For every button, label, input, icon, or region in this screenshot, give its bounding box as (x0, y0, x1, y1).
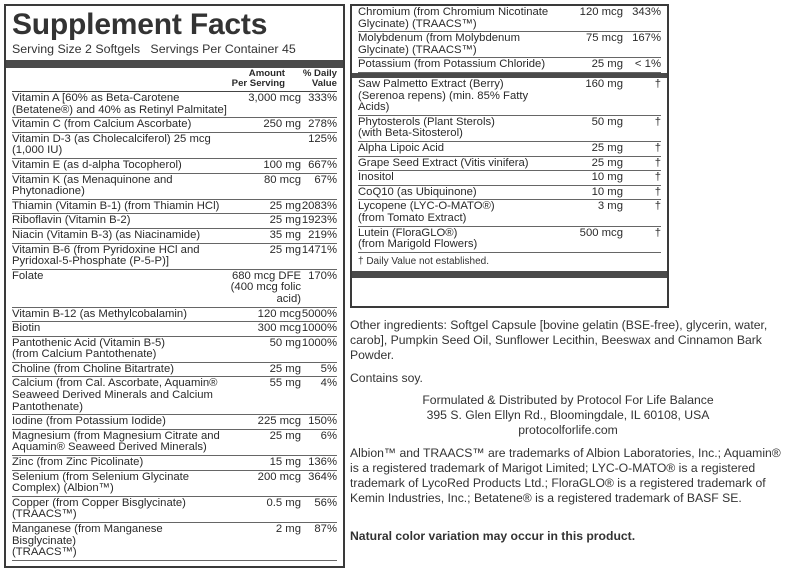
nutrient-amount: 50 mg (591, 115, 623, 128)
nutrient-daily-value: 278% (308, 118, 337, 131)
nutrient-amount: 25 mg (269, 243, 301, 256)
nutrient-row (12, 92, 337, 118)
nutrient-row (358, 32, 661, 58)
nutrient-amount: 25 mg (591, 156, 623, 169)
supplement-facts-panel (4, 4, 345, 568)
nutrient-daily-value: † (654, 141, 661, 154)
distributor-website[interactable]: protocolforlife.com (518, 423, 618, 437)
nutrient-row (12, 377, 337, 415)
nutrient-name: Inositol (358, 171, 394, 184)
nutrient-name: Vitamin K (as Menaquinone and Phytonadione) (12, 173, 173, 198)
nutrient-name: Potassium (from Potassium Chloride) (358, 58, 546, 71)
supplement-facts-continued (350, 4, 669, 308)
nutrient-row (12, 270, 337, 308)
column-header (12, 68, 337, 92)
nutrient-list (12, 92, 337, 561)
nutrient-name: Copper (from Copper Bisglycinate) (TRAACS™) (12, 496, 186, 521)
nutrient-amount: 25 mg (269, 199, 301, 212)
nutrient-amount: 25 mg (591, 58, 623, 71)
nutrient-amount: 200 mcg (257, 470, 301, 483)
nutrient-amount: 2 mg (275, 523, 301, 535)
nutrient-name: Vitamin A [60% as Beta-Carotene (Betatene®) and 40% as Retinyl Palmitate] (12, 92, 227, 116)
mineral-list (358, 6, 661, 73)
nutrient-amount: 80 mcg (263, 173, 301, 186)
nutrient-row (12, 415, 337, 430)
nutrient-name: CoQ10 (as Ubiquinone) (358, 185, 477, 198)
nutrient-daily-value: 150% (308, 415, 337, 428)
nutrient-daily-value: 1000% (301, 322, 337, 335)
nutrient-amount: 75 mcg (585, 32, 623, 45)
nutrient-row (358, 227, 661, 253)
serving-info: Serving Size 2 Softgels Servings Per Container 45 (12, 42, 296, 56)
nutrient-amount: 225 mcg (257, 415, 301, 428)
nutrient-name: Folate (12, 269, 44, 282)
nutrient-daily-value: 125% (308, 132, 337, 145)
nutrient-daily-value: 5% (320, 362, 337, 375)
nutrient-daily-value: † (654, 115, 661, 128)
nutrient-row (12, 497, 337, 523)
nutrient-amount: 25 mg (269, 429, 301, 442)
nutrient-daily-value: 364% (308, 470, 337, 483)
nutrient-amount: 500 mcg (579, 226, 623, 239)
nutrient-row (358, 6, 661, 32)
nutrient-amount: 0.5 mg (266, 496, 301, 509)
nutrient-amount: 120 mcg (257, 307, 301, 320)
nutrient-row (12, 363, 337, 378)
nutrient-amount: 680 mcg DFE (400 mcg folic acid) (230, 269, 301, 305)
nutrient-amount: 25 mg (591, 141, 623, 154)
distributor-name: Formulated & Distributed by Protocol For Life Balance (422, 393, 714, 407)
nutrient-row (12, 174, 337, 200)
nutrient-amount: 25 mg (269, 214, 301, 227)
allergen-statement: Contains soy. (350, 371, 423, 385)
nutrient-name: Biotin (12, 322, 41, 335)
nutrient-amount: 25 mg (269, 362, 301, 375)
nutrient-name: Vitamin B-6 (from Pyridoxine HCl and Pyridoxal-5-Phosphate (P-5-P)] (12, 243, 200, 268)
nutrient-daily-value: 2083% (301, 199, 337, 212)
amount-header: Amount Per Serving (231, 68, 285, 89)
nutrient-amount: 250 mg (263, 118, 301, 131)
nutrient-name: Phytosterols (Plant Sterols) (with Beta-Sitosterol) (358, 115, 495, 140)
nutrient-name: Vitamin D-3 (as Cholecalciferol) 25 mcg (1,000 IU) (12, 132, 211, 157)
nutrient-name: Saw Palmetto Extract (Berry) (Serenoa repens) (min. 85% Fatty Acids) (358, 77, 529, 114)
nutrient-name: Lutein (FloraGLO®) (from Marigold Flowers) (358, 226, 478, 251)
nutrient-row (358, 157, 661, 172)
nutrient-name: Manganese (from Manganese Bisglycinate) (TRAACS™) (12, 523, 163, 559)
divider-bar (6, 60, 343, 68)
nutrient-name: Vitamin B-12 (as Methylcobalamin) (12, 307, 187, 320)
nutrient-daily-value: < 1% (634, 58, 661, 71)
nutrient-name: Chromium (from Chromium Nicotinate Glycinate) (TRAACS™) (358, 6, 549, 30)
nutrient-daily-value: † (654, 77, 661, 90)
nutrient-row (12, 456, 337, 471)
nutrient-daily-value: 170% (308, 269, 337, 282)
nutrient-amount: 10 mg (591, 185, 623, 198)
nutrient-daily-value: 5000% (301, 307, 337, 320)
ingredient-list (358, 78, 661, 253)
nutrient-amount: 100 mg (263, 158, 301, 171)
nutrient-name: Alpha Lipoic Acid (358, 141, 445, 154)
color-variation-note: Natural color variation may occur in this product. (350, 529, 636, 543)
nutrient-row (12, 229, 337, 244)
nutrient-daily-value: 6% (320, 429, 337, 442)
nutrient-name: Molybdenum (from Molybdenum Glycinate) (TRAACS™) (358, 32, 520, 56)
nutrient-row (358, 186, 661, 201)
nutrient-name: Vitamin E (as d-alpha Tocopherol) (12, 158, 182, 171)
nutrient-name: Niacin (Vitamin B-3) (as Niacinamide) (12, 228, 201, 241)
nutrient-daily-value: † (654, 156, 661, 169)
nutrient-amount: 10 mg (591, 171, 623, 184)
nutrient-daily-value: 56% (314, 496, 337, 509)
nutrient-name: Lycopene (LYC-O-MATO®) (from Tomato Extract) (358, 200, 495, 224)
nutrient-row (358, 58, 661, 73)
nutrient-daily-value: 67% (314, 173, 337, 186)
nutrient-name: Thiamin (Vitamin B-1) (from Thiamin HCl) (12, 199, 220, 212)
nutrient-amount: 35 mg (269, 228, 301, 241)
nutrient-daily-value: 1471% (301, 243, 337, 256)
panel-title: Supplement Facts (12, 8, 268, 41)
nutrient-row (12, 118, 337, 133)
nutrient-daily-value: 136% (308, 456, 337, 469)
nutrient-daily-value: 4% (320, 377, 337, 390)
nutrient-row (12, 337, 337, 363)
nutrient-name: Selenium (from Selenium Glycinate Complex) (Albion™) (12, 470, 190, 495)
nutrient-daily-value: 219% (308, 228, 337, 241)
nutrient-daily-value: 1000% (301, 336, 337, 349)
nutrient-row (12, 159, 337, 174)
nutrient-daily-value: 333% (308, 92, 337, 104)
nutrient-amount: 160 mg (585, 77, 623, 90)
nutrient-name: Vitamin C (from Calcium Ascorbate) (12, 118, 192, 131)
nutrient-amount: 50 mg (269, 336, 301, 349)
nutrient-daily-value: † (654, 185, 661, 198)
nutrient-amount (229, 134, 301, 157)
nutrient-row (12, 322, 337, 337)
divider-bar (352, 271, 667, 278)
nutrient-row (12, 200, 337, 215)
nutrient-name: Zinc (from Zinc Picolinate) (12, 456, 144, 469)
nutrient-daily-value: 343% (632, 6, 661, 18)
daily-value-footnote: † Daily Value not established. (358, 255, 490, 267)
nutrient-row (12, 523, 337, 561)
nutrient-amount: 3,000 mcg (248, 92, 301, 104)
nutrient-daily-value: 167% (632, 32, 661, 45)
nutrient-daily-value: † (654, 200, 661, 213)
nutrient-amount: 15 mg (269, 456, 301, 469)
nutrient-row (358, 142, 661, 157)
nutrient-name: Magnesium (from Magnesium Citrate and Aquamin® Seaweed Derived Minerals) (12, 429, 220, 454)
nutrient-amount: 120 mcg (579, 6, 623, 18)
nutrient-row (12, 471, 337, 497)
nutrient-row (12, 430, 337, 456)
nutrient-row (12, 214, 337, 229)
nutrient-row (12, 244, 337, 270)
trademark-notice: Albion™ and TRAACS™ are trademarks of Albion Laboratories, Inc.; Aquamin® is a registered trademark of Marigot Limited; LYC-O-MATO® is a registered trademark of LycoRed Products Ltd.; FloraGLO® is a registered trademark of Kemin Industries, Inc.; Betatene® is a registered trademark of BASF SE. (350, 446, 781, 505)
nutrient-row (358, 171, 661, 186)
nutrient-name: Iodine (from Potassium Iodide) (12, 415, 166, 428)
distributor-address: 395 S. Glen Ellyn Rd., Bloomingdale, IL 60108, USA (426, 408, 710, 422)
nutrient-amount: 300 mcg (257, 322, 301, 335)
nutrient-row (358, 116, 661, 142)
nutrient-daily-value: 667% (308, 158, 337, 171)
daily-value-header: % Daily Value (302, 68, 337, 89)
nutrient-name: Riboflavin (Vitamin B-2) (12, 214, 131, 227)
nutrient-row (12, 308, 337, 323)
nutrient-daily-value: † (654, 226, 661, 239)
nutrient-row (358, 200, 661, 226)
nutrient-row (358, 78, 661, 116)
nutrient-daily-value: † (654, 171, 661, 184)
nutrient-name: Choline (from Choline Bitartrate) (12, 362, 174, 375)
nutrient-name: Pantothenic Acid (Vitamin B-5) (from Calcium Pantothenate) (12, 336, 166, 361)
nutrient-name: Calcium (from Cal. Ascorbate, Aquamin® Seaweed Derived Minerals and Calcium Pantothenate) (12, 377, 218, 413)
nutrient-row (12, 133, 337, 159)
nutrient-daily-value: 1923% (301, 214, 337, 227)
nutrient-amount: 55 mg (269, 377, 301, 390)
nutrient-amount: 3 mg (597, 200, 623, 213)
nutrient-daily-value: 87% (314, 523, 337, 535)
nutrient-name: Grape Seed Extract (Vitis vinifera) (358, 156, 529, 169)
other-ingredients: Other ingredients: Softgel Capsule [bovine gelatin (BSE-free), glycerin, water, carob], Pumpkin Seed Oil, Sunflower Lecithin, Beeswax and Cinnamon Bark Powder. (350, 318, 768, 362)
